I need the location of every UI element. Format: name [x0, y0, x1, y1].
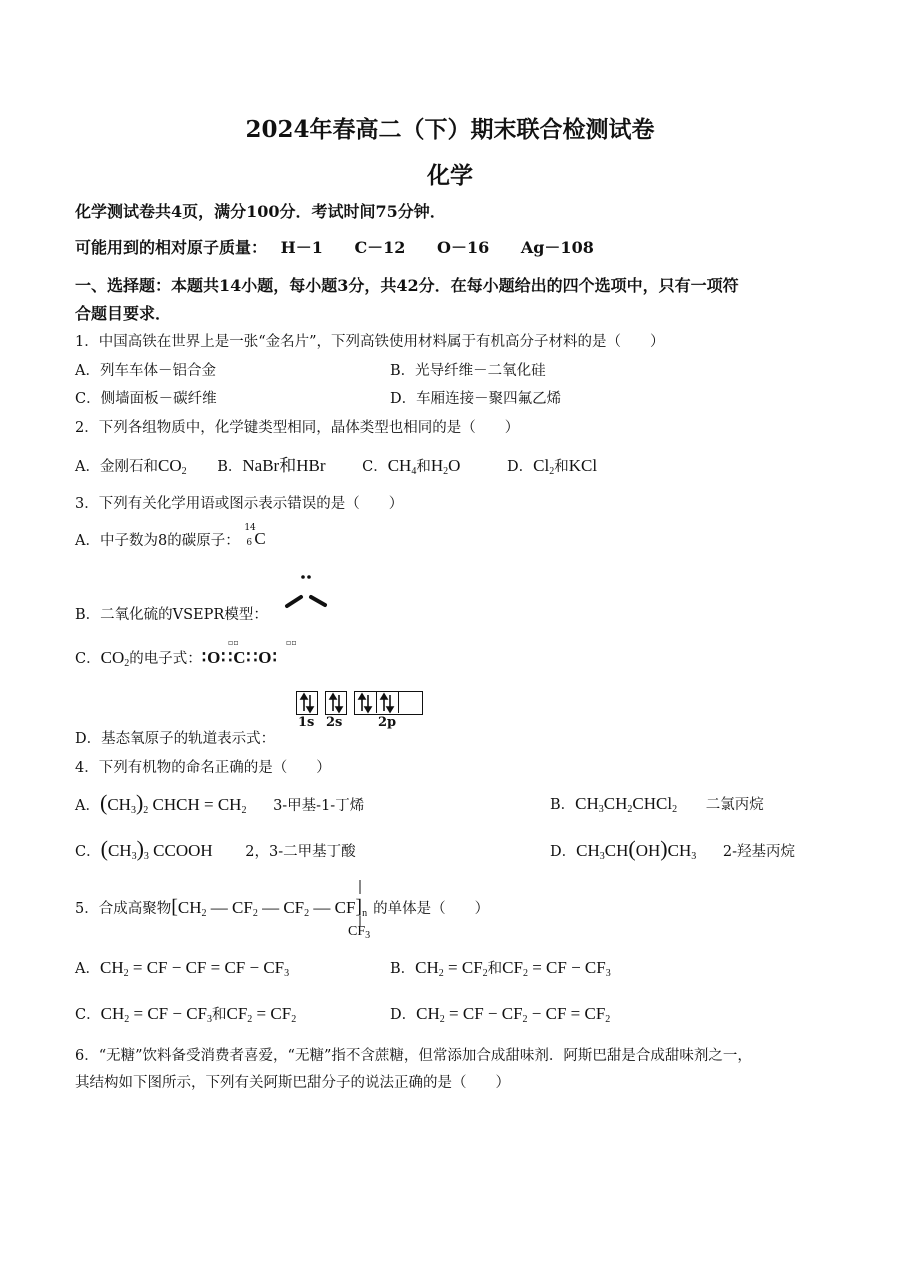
q4-option-c: C．$(CH_3)_3$ CCOOH 2，3-二甲基丁酸: [75, 836, 356, 862]
section-heading-line1: 一、选择题：本题共14小题，每小题3分，共42分．在每小题给出的四个选项中，只有一项符: [75, 276, 739, 295]
q3-option-a: A．中子数为8的碳原子： 14 6 C: [75, 523, 266, 549]
mass-o: O－16: [437, 238, 490, 257]
polymer-formula: [$CH_2$ — $CF_2$ — $CF_2$ — $CF]_n$: [171, 896, 368, 919]
exam-title: 2024年春高二（下）期末联合检测试卷: [245, 116, 655, 143]
q5-option-d: D．$CH_2$ = CF − $CF_2$ − CF = $CF_2$: [390, 1004, 611, 1025]
q1-option-c: C．侧墙面板－碳纤维: [75, 391, 217, 407]
q2-option-a: A．金刚石和$CO_2$: [75, 456, 187, 477]
q4-option-d: D．$CH_3CH(OH)CH_3$ 2-羟基丙烷: [550, 836, 795, 862]
q3-option-b: B．二氧化硫的VSEPR模型：: [75, 607, 268, 623]
q2-option-d: D．$Cl_2$和KCl: [507, 456, 598, 477]
q5-option-b: B．$CH_2 = CF_2$和$CF_2$ = CF − $CF_3$: [390, 958, 611, 979]
q6-stem-line2: 其结构如下图所示，下列有关阿斯巴甜分子的说法正确的是（ ）: [75, 1075, 510, 1091]
orbital-label-2s: 2s: [326, 715, 343, 730]
cf3-substituent: $CF_3$: [348, 924, 371, 941]
q6-stem-line1: 6．“无糖”饮料备受消费者喜爱，“无糖”指不含蔗糖，但常添加合成甜味剂．阿斯巴甜是合成甜味剂之一，: [75, 1048, 752, 1064]
q3-option-c: C．$CO_2$的电子式：∶O∷C∷O∶: [75, 648, 278, 669]
q5-option-a: A．$CH_2$ = CF − CF = CF − $CF_3$: [75, 958, 290, 979]
mass-h: H－1: [280, 238, 323, 257]
q1-stem: 1．中国高铁在世界上是一张“金名片”，下列高铁使用材料属于有机高分子材料的是（ ）: [75, 334, 665, 350]
atomic-masses-label: 可能用到的相对原子质量：: [75, 238, 268, 257]
atomic-masses: [75, 235, 594, 258]
q2-option-c: C．$CH_4$和$H_2O$: [362, 456, 461, 477]
q4-option-a: A．$(CH_3)_2$ CHCH = $CH_2$ 3-甲基-1-丁烯: [75, 790, 365, 816]
carbon-14-isotope: 14 6 C: [244, 523, 266, 548]
mass-c: C－12: [354, 238, 406, 257]
q2-option-b: B．NaBr和HBr: [217, 456, 326, 475]
q2-stem: 2．下列各组物质中，化学键类型相同，晶体类型也相同的是（ ）: [75, 420, 520, 436]
mass-ag: Ag－108: [520, 238, 594, 257]
subject-title: 化学: [427, 162, 473, 189]
q4-a-name: 3-甲基-1-丁烯: [273, 798, 365, 814]
oxygen-orbital-diagram: [296, 691, 426, 735]
q1-option-d: D．车厢连接－聚四氟乙烯: [390, 391, 562, 407]
exam-info: 化学测试卷共4页，满分100分．考试时间75分钟．: [75, 202, 446, 221]
q3-stem: 3．下列有关化学用语或图示表示错误的是（ ）: [75, 496, 404, 512]
co2-electron-formula: ∶O∷C∷O∶: [201, 648, 278, 667]
q2-options: [75, 451, 597, 477]
q5-option-c: C．$CH_2$ = CF − $CF_3$和$CF_2 = CF_2$: [75, 1004, 297, 1025]
q4-option-b: B．$CH_3CH_2CHCl_2$ 二氯丙烷: [550, 794, 764, 815]
q5-stem: 5．合成高聚物[$CH_2$ — $CF_2$ — $CF_2$ — $CF]_n$ 的单体是（ ）: [75, 896, 490, 919]
q4-d-name: 2-羟基丙烷: [722, 844, 795, 860]
electron-arrows-icon: [296, 691, 422, 715]
q4-b-name: 二氯丙烷: [705, 797, 764, 813]
q1-option-a: A．列车车体－铝合金: [75, 363, 216, 379]
orbital-label-1s: 1s: [298, 715, 315, 730]
so2-vsepr-model-icon: [282, 572, 330, 612]
q1-option-b: B．光导纤维－二氧化硅: [390, 363, 546, 379]
section-heading-line2: 合题目要求．: [75, 304, 172, 323]
orbital-label-2p: 2p: [378, 715, 397, 730]
q4-c-name: 2，3-二甲基丁酸: [245, 844, 356, 860]
q3-option-d: D．基态氧原子的轨道表示式：: [75, 731, 276, 747]
q4-stem: 4．下列有机物的命名正确的是（ ）: [75, 760, 331, 776]
